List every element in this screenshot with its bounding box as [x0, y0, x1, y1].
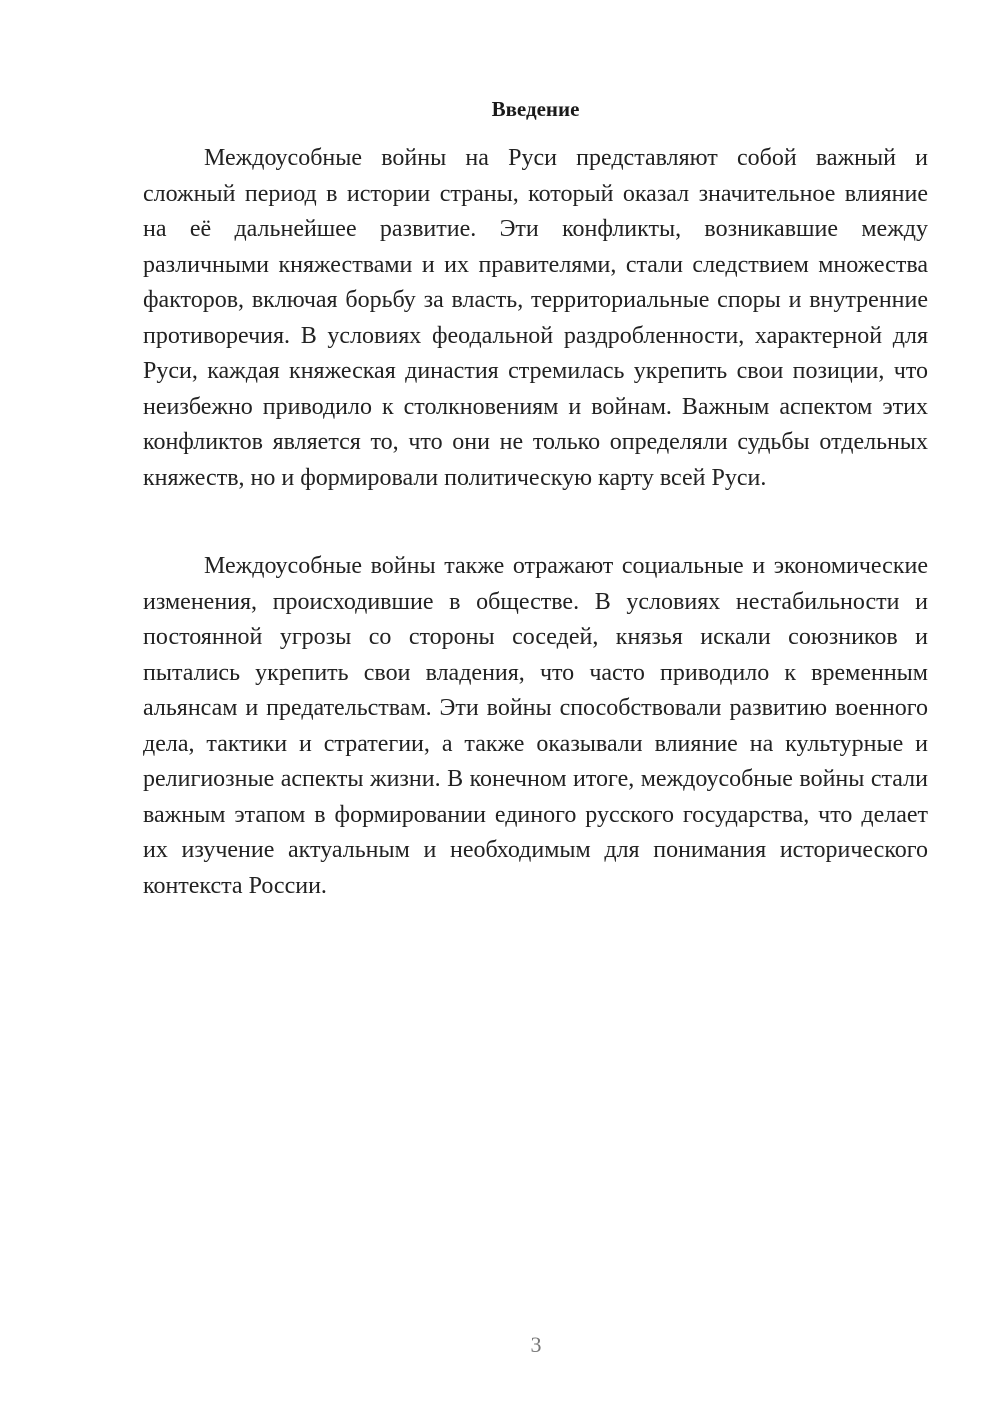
page-number: 3 — [530, 1332, 542, 1357]
paragraph-2: Междоусобные войны также отражают социальные и экономические изменения, происходившие в обществе. В условиях нестабильности и постоянной угрозы со стороны соседей, князья искали союзников и пытались укрепить свои владения, что часто приводило к временным альянсам и предательствам. Эти войны способствовали развитию военного дела, тактики и стратегии, а также оказывали влияние на культурные и религиозные аспекты жизни. В конечном итоге, междоусобные войны стали важным этапом в формировании единого русского государства, что делает их изучение актуальным и необходимым для понимания исторического контекста России. — [143, 553, 928, 899]
paragraph-1: Междоусобные войны на Руси представляют собой важный и сложный период в истории страны, который оказал значительное влияние на её дальнейшее развитие. Эти конфликты, возникавшие между различными княжествами и их правителями, стали следствием множества факторов, включая борьбу за власть, территориальные споры и внутренние противоречия. В условиях феодальной раздробленности, характерной для Руси, каждая княжеская династия стремилась укрепить свои позиции, что неизбежно приводило к столкновениям и войнам. Важным аспектом этих конфликтов является то, что они не только определяли судьбы отдельных княжеств, но и формировали политическую карту всей Руси. — [143, 145, 928, 491]
section-heading: Введение — [491, 97, 580, 121]
